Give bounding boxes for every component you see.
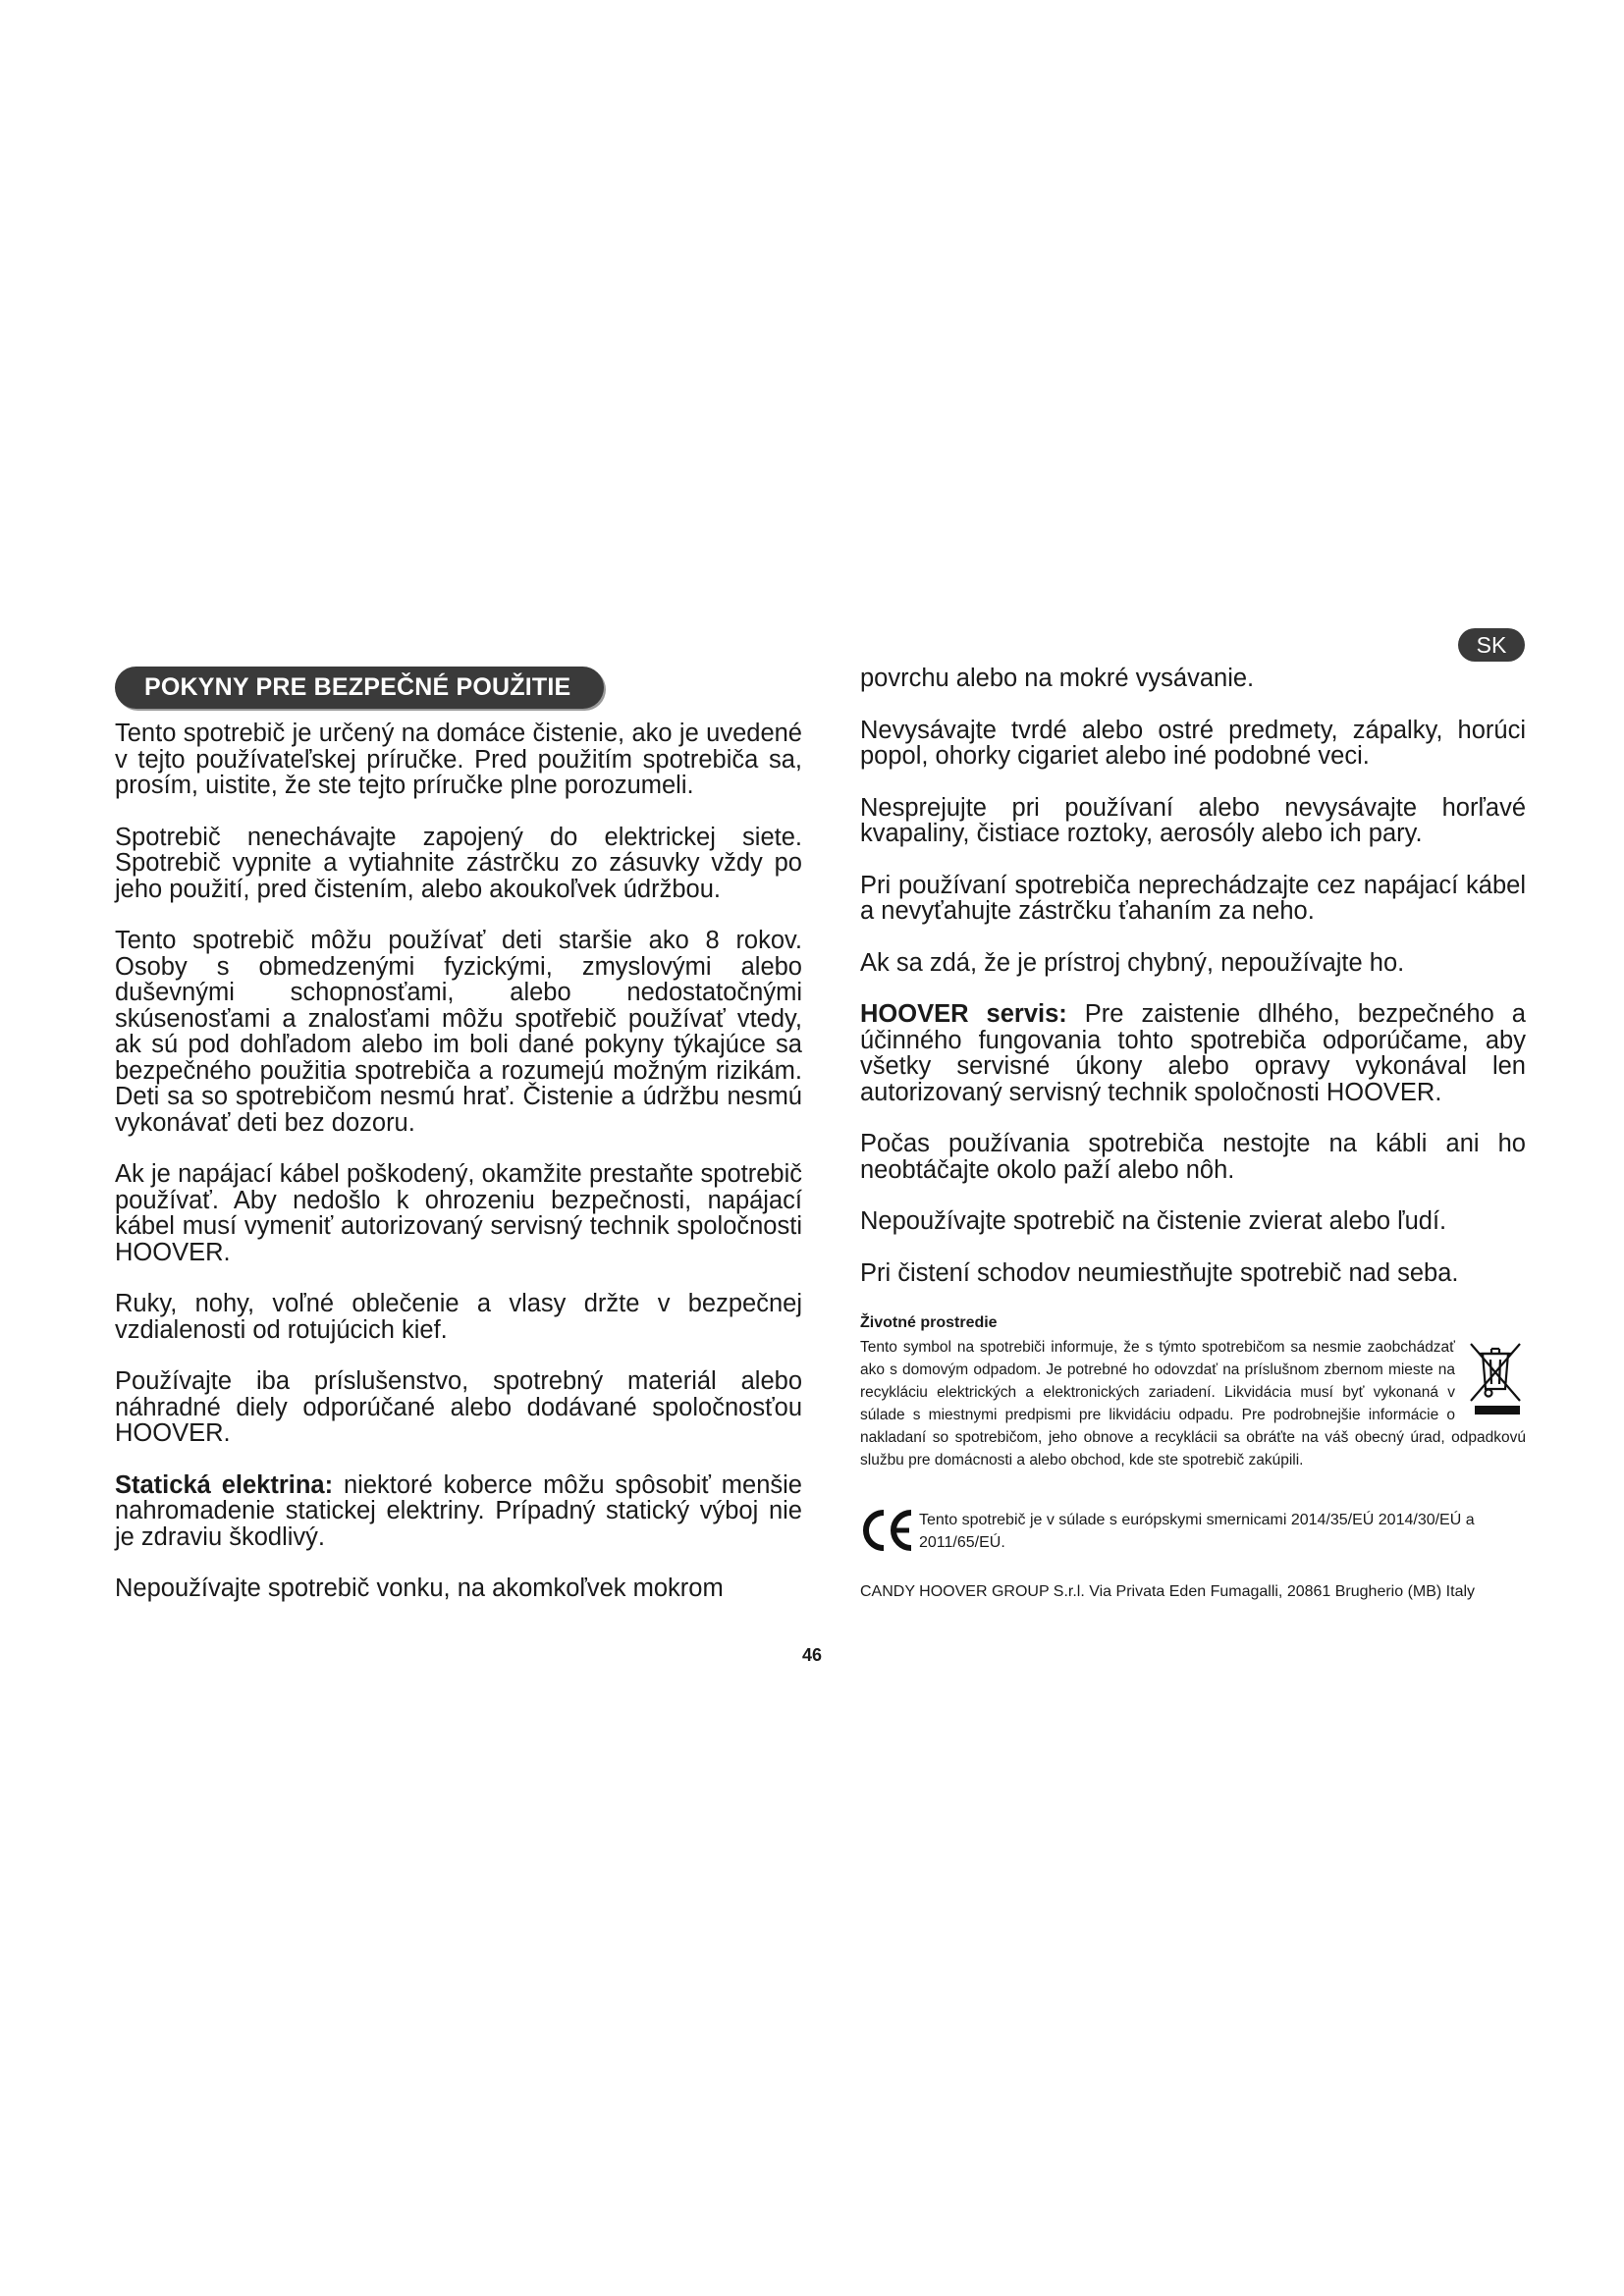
static-text: niektoré koberce môžu spôsobiť menšie nahromadenie statickej elektriny. Prípadný statický výboj nie je zdraviu škodlivý. bbox=[115, 1470, 802, 1551]
crossed-out-wheelie-bin-icon bbox=[1465, 1340, 1526, 1424]
left-column bbox=[115, 721, 802, 1628]
paragraph-unplug: Spotrebič nenechávajte zapojený do elektrickej siete. Spotrebič vypnite a vytiahnite zástrčku zo zásuvky vždy po jeho použití, pred čistením, alebo akoukoľvek údržbou. bbox=[115, 823, 802, 903]
paragraph-cable-standing: Počas používania spotrebiča nestojte na kábli ani ho neobtáčajte okolo paží alebo nôh. bbox=[860, 1130, 1526, 1184]
paragraph-continuation: povrchu alebo na mokré vysávanie. bbox=[860, 665, 1255, 692]
ce-text: Tento spotrebič je v súlade s európskymi smernicami 2014/35/EÚ 2014/30/EÚ a 2011/65/EÚ. bbox=[919, 1512, 1475, 1551]
company-address: CANDY HOOVER GROUP S.r.l. Via Privata Eden Fumagalli, 20861 Brugherio (MB) Italy bbox=[860, 1583, 1476, 1600]
paragraph-cable-handling: Pri používaní spotrebiča neprechádzajte cez napájací kábel a nevyťahujte zástrčku ťahaním za neho. bbox=[860, 871, 1526, 925]
paragraph-static-electricity bbox=[115, 1472, 802, 1551]
paragraph-hoover-service bbox=[860, 1001, 1526, 1105]
language-badge bbox=[1458, 628, 1525, 662]
section-title bbox=[115, 667, 604, 709]
weee-bar bbox=[1475, 1406, 1520, 1415]
page-number: 46 bbox=[801, 1645, 823, 1665]
paragraph-rotating-brushes: Ruky, nohy, voľné oblečenie a vlasy držte v bezpečnej vzdialenosti od rotujúcich kief. bbox=[115, 1290, 802, 1344]
paragraph-faulty-device: Ak sa zdá, že je prístroj chybný, nepoužívajte ho. bbox=[860, 948, 1405, 977]
paragraph-damaged-cable: Ak je napájací kábel poškodený, okamžite prestaňte spotrebič používať. Aby nedošlo k ohrozeniu bezpečnosti, napájací kábel musí vymeniť autorizovaný servisný technik spoločnosti HOOVER. bbox=[115, 1160, 802, 1266]
paragraph-intended-use: Tento spotrebič je určený na domáce čistenie, ako je uvedené v tejto používateľskej príručke. Pred použitím spotrebiča sa, prosím, uistite, že ste tejto príručke plne porozumeli. bbox=[115, 720, 802, 799]
static-label: Statická elektrina: bbox=[115, 1470, 334, 1499]
section-title-text: POKYNY PRE BEZPEČNÉ POUŽITIE bbox=[144, 673, 571, 701]
ce-mark-icon bbox=[860, 1507, 919, 1554]
paragraph-stairs: Pri čistení schodov neumiestňujte spotrebič nad seba. bbox=[860, 1258, 1459, 1287]
paragraph-hard-objects: Nevysávajte tvrdé alebo ostré predmety, zápalky, horúci popol, ohorky cigariet alebo iné podobné veci. bbox=[860, 716, 1526, 770]
language-badge-text: SK bbox=[1476, 631, 1507, 658]
service-text: Pre zaistenie dlhého, bezpečného a účinného fungovania tohto spotrebiča odporúčame, aby všetky servisné úkony alebo opravy vykonával len autorizovaný servisný technik spoločnosti HOOVER. bbox=[860, 1000, 1526, 1106]
service-label: HOOVER servis: bbox=[860, 1000, 1067, 1028]
paragraph-accessories: Používajte iba príslušenstvo, spotrebný materiál alebo náhradné diely odporúčané alebo dodávané spoločnosťou HOOVER. bbox=[115, 1367, 802, 1447]
environment-text: Tento symbol na spotrebiči informuje, že s týmto spotrebičom sa nesmie zaobchádzať ako s domovým odpadom. Je potrebné ho odovzdať na príslušnom zbernom mieste na recykláciu elektrických a elektronických zariadení. Likvidácia musí byť vykonaná v súlade s miestnymi predpismi pre likvidáciu odpadu. Pre podrobnejšie informácie o nakladaní so spotrebičom, jeho obnove a recyklácii sa obráťte na váš obecný úrad, odpadkovú službu pre domácnosti a alebo obchod, kde ste spotrebič zakúpili. bbox=[860, 1339, 1526, 1468]
paragraph-animals: Nepoužívajte spotrebič na čistenie zvierat alebo ľudí. bbox=[860, 1207, 1447, 1235]
paragraph-outdoor-use: Nepoužívajte spotrebič vonku, na akomkoľvek mokrom bbox=[115, 1575, 724, 1602]
paragraph-children: Tento spotrebič môžu používať deti staršie ako 8 rokov. Osoby s obmedzenými fyzickými, zmyslovými alebo duševnými schopnosťami, alebo nedostatočnými skúsenosťami a znalosťami môžu spotřebič používať vtedy, ak sú pod dohľadom alebo im boli dané pokyny týkajúce sa bezpečného použitia spotrebiča a rozumejú možným rizikám. Deti sa so spotrebičom nesmú hrať. Čistenie a údržbu nesmú vykonávať deti bez dozoru. bbox=[115, 927, 802, 1137]
right-column bbox=[860, 666, 1526, 1603]
paragraph-flammable-liquids: Nesprejujte pri používaní alebo nevysávajte horľavé kvapaliny, čistiace roztoky, aerosóly alebo ich pary. bbox=[860, 793, 1526, 847]
environment-title: Životné prostredie bbox=[860, 1314, 998, 1331]
environment-section bbox=[860, 1311, 1526, 1471]
ce-conformity bbox=[860, 1507, 1526, 1554]
